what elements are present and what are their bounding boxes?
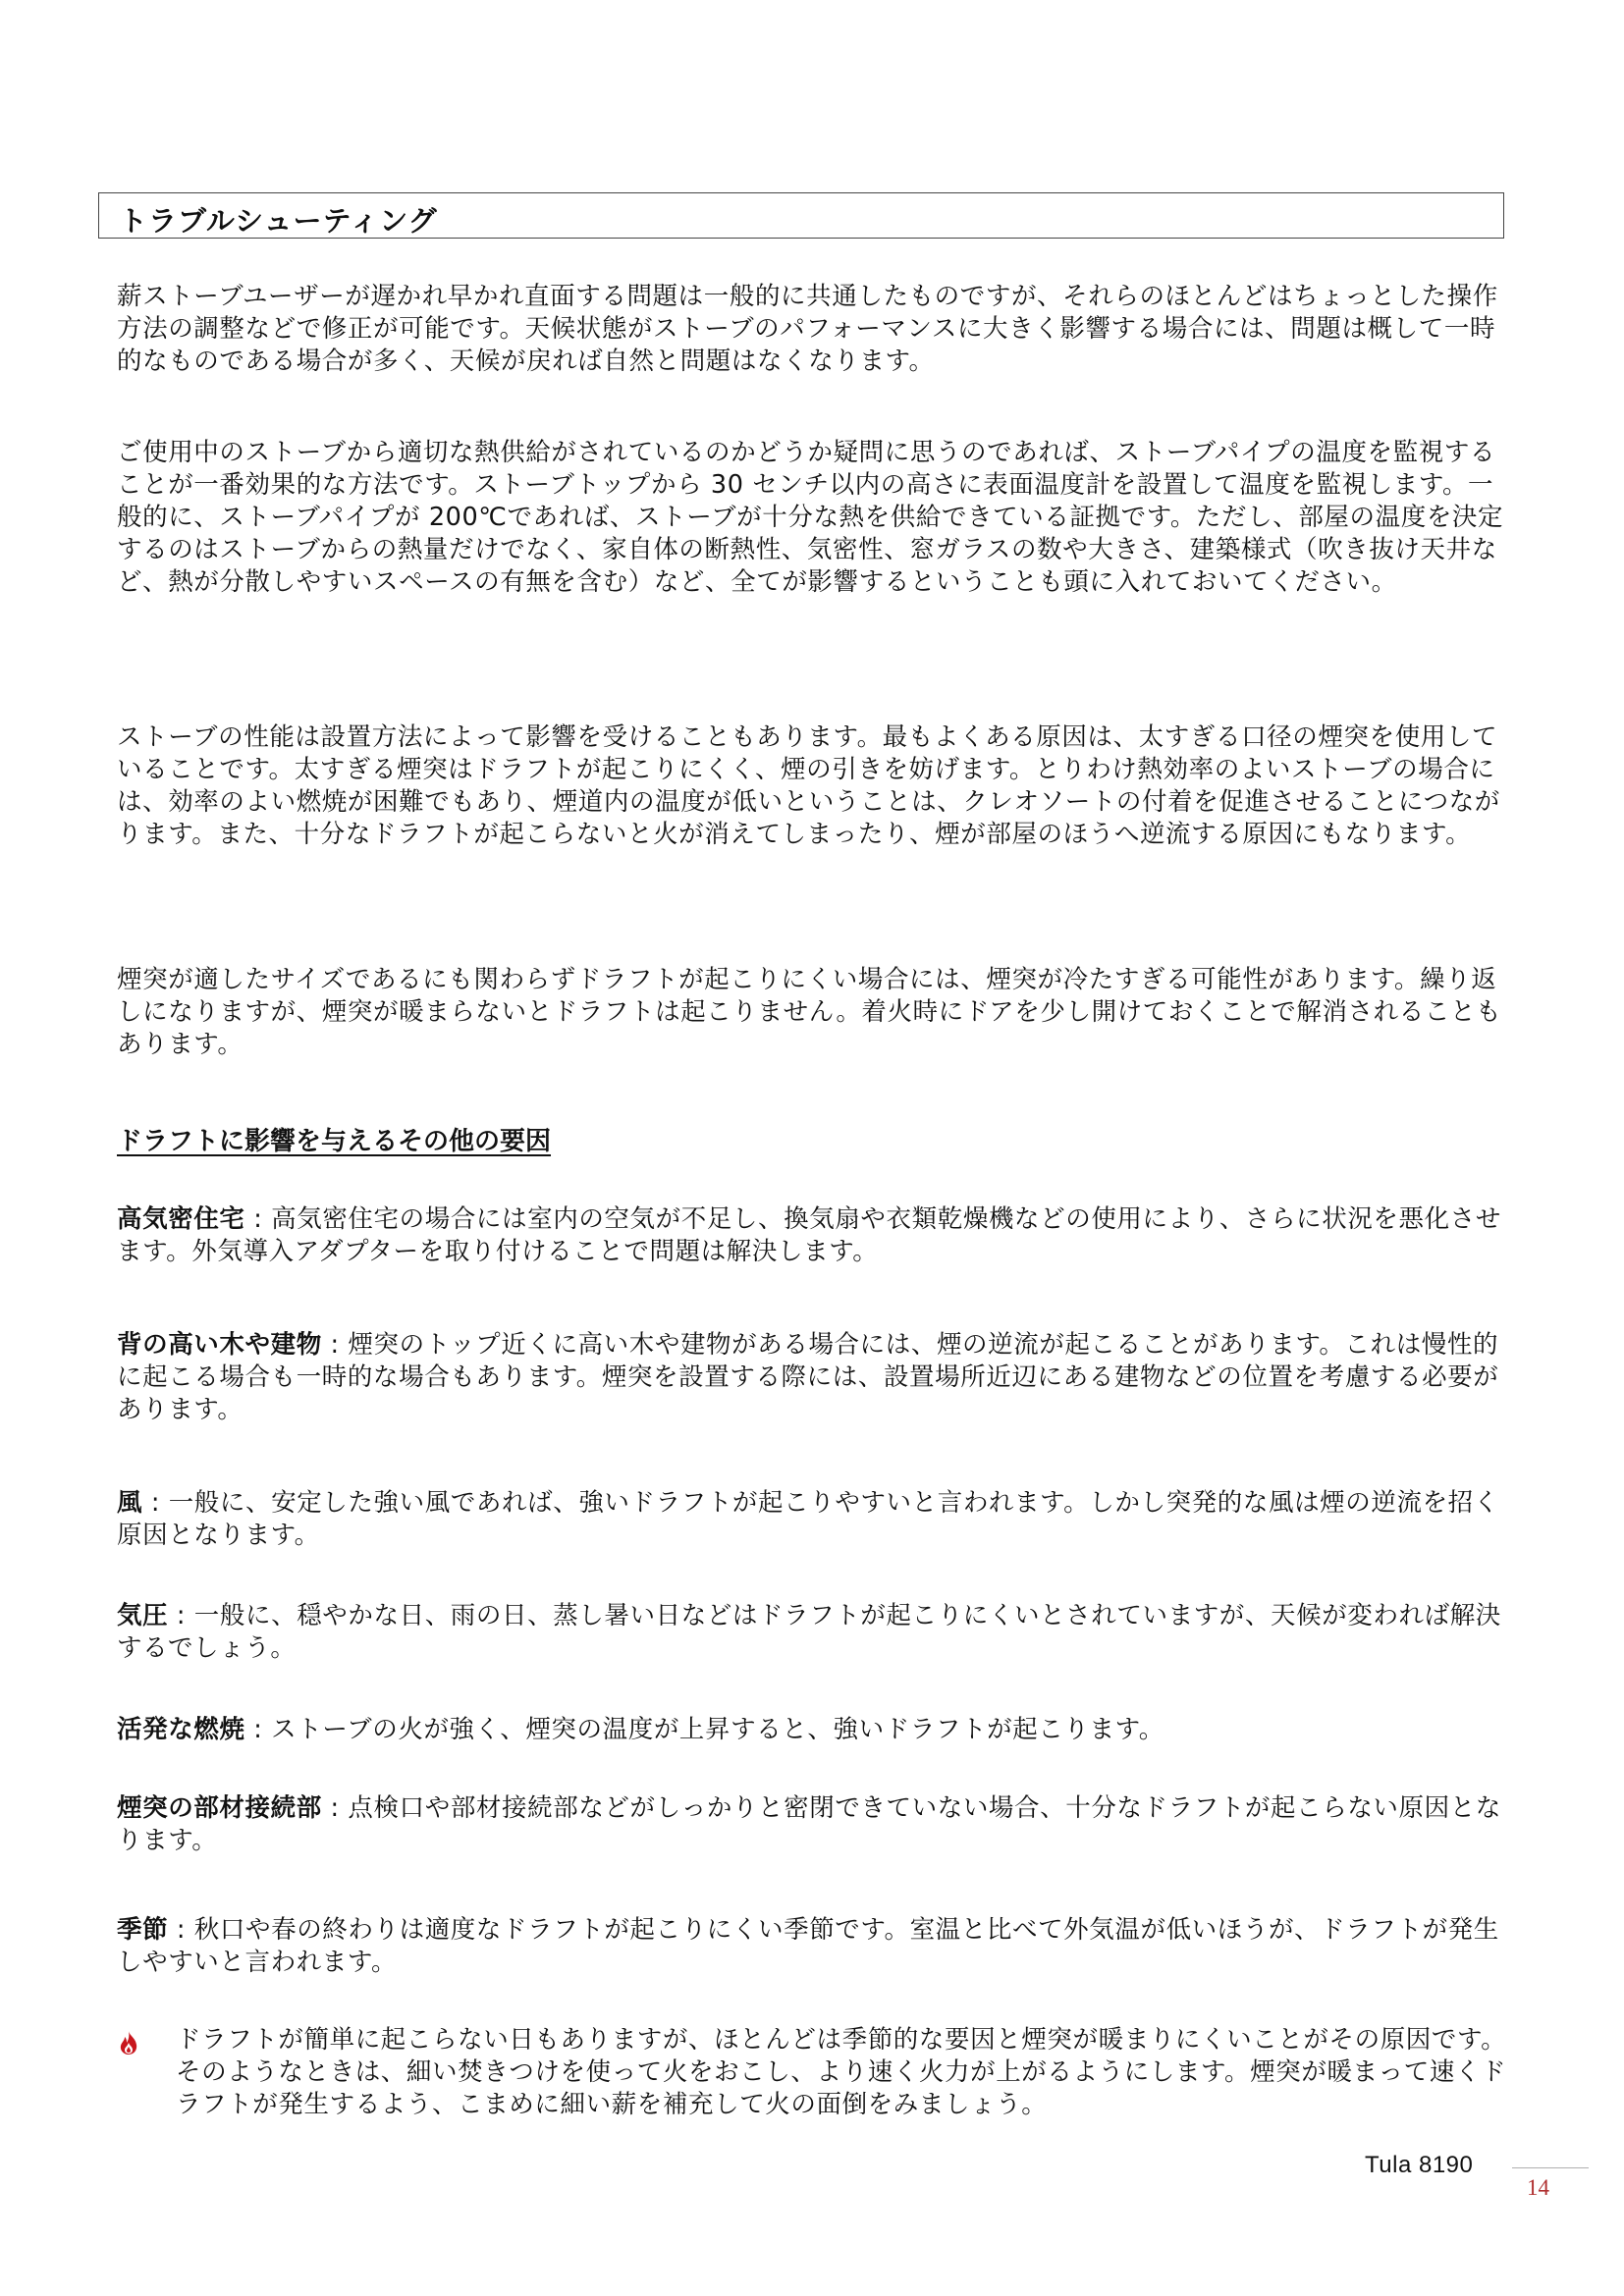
paragraph-installation: ストーブの性能は設置方法によって影響を受けることもあります。最もよくある原因は、太すぎる口径の煙突を使用していることです。太すぎる煙突はドラフトが起こりにくく、煙の引きを妨げます。とりわけ熱効率のよいストーブの場合には、効率のよい燃焼が困難でもあり、煙道内の温度が低いということは、クレオソートの付着を促進させることにつながります。また、十分なドラフトが起こらないと火が消えてしまったり、煙が部屋のほうへ逆流する原因にもなります。 — [117, 722, 1500, 849]
factor-term: 背の高い木や建物 — [117, 1330, 322, 1360]
factor-wind — [117, 1487, 1516, 1552]
factor-term: 気圧 — [117, 1601, 169, 1630]
tip-text: ドラフトが簡単に起こらない日もありますが、ほとんどは季節的な要因と煙突が暖まりにくいことがその原因です。そのようなときは、細い焚きつけを使って火をおこし、より速く火力が上がるようにします。煙突が暖まって速くドラフトが発生するよう、こまめに細い薪を補充して火の面倒をみましょう。 — [176, 2025, 1507, 2119]
factor-term: 活発な燃焼 — [117, 1715, 245, 1744]
paragraph-cold-chimney: 煙突が適したサイズであるにも関わらずドラフトが起こりにくい場合には、煙突が冷たすぎる可能性があります。繰り返しになりますが、煙突が暖まらないとドラフトは起こりません。着火時にドアを少し開けておくことで解消されることもあります。 — [117, 965, 1502, 1059]
footer-divider — [1512, 2167, 1589, 2168]
factor-text: : ストーブの火が強く、煙突の温度が上昇すると、強いドラフトが起こります。 — [244, 1715, 1164, 1744]
section-title: トラブルシューティング — [119, 204, 438, 238]
factor-term: 季節 — [117, 1915, 169, 1945]
paragraph-intro: 薪ストーブユーザーが遅かれ早かれ直面する問題は一般的に共通したものですが、それらのほとんどはちょっとした操作方法の調整などで修正が可能です。天候状態がストーブのパフォーマンスに大きく影響する場合には、問題は概して一時的なものである場合が多く、天候が戻れば自然と問題はなくなります。 — [117, 282, 1498, 376]
factor-text: : 一般に、安定した強い風であれば、強いドラフトが起こりやすいと言われます。しかし突発的な風は煙の逆流を招く原因となります。 — [117, 1488, 1499, 1550]
paragraph-temperature: ご使用中のストーブから適切な熱供給がされているのかどうか疑問に思うのであれば、ストーブパイプの温度を監視することが一番効果的な方法です。ストーブトップから 30 センチ以内の高さに表面温度計を設置して温度を監視します。一般的に、ストーブパイプが 200℃であれば、ストーブが十分な熱を供給できている証拠です。ただし、部屋の温度を決定するのはストーブからの熱量だけでなく、家自体の断熱性、気密性、窓ガラスの数や大きさ、建築様式（吹き抜け天井など、熱が分散しやすいスペースの有無を含む）など、全てが影響するということも頭に入れておいてください。 — [117, 438, 1504, 597]
subheading-other-factors: ドラフトに影響を与えるその他の要因 — [117, 1127, 552, 1156]
factor-airtight-house — [117, 1203, 1516, 1268]
factor-text: : 点検口や部材接続部などがしっかりと密閉できていない場合、十分なドラフトが起こらない原因となります。 — [117, 1793, 1501, 1855]
factor-text: : 秋口や春の終わりは適度なドラフトが起こりにくい季節です。室温と比べて外気温が低いほうが、ドラフトが発生しやすいと言われます。 — [117, 1915, 1499, 1977]
section-title-box — [98, 192, 1504, 239]
factor-air-pressure — [117, 1600, 1516, 1665]
flame-icon — [117, 2030, 140, 2056]
factor-active-burning — [117, 1714, 1516, 1746]
factor-text: : 煙突のトップ近くに高い木や建物がある場合には、煙の逆流が起こることがあります。これは慢性的に起こる場合も一時的な場合もあります。煙突を設置する際には、設置場所近辺にある建物などの位置を考慮する必要があります。 — [117, 1330, 1499, 1424]
factor-text: : 高気密住宅の場合には室内の空気が不足し、換気扇や衣類乾燥機などの使用により、さらに状況を悪化させます。外気導入アダプターを取り付けることで問題は解決します。 — [117, 1204, 1501, 1266]
factor-tall-trees — [117, 1329, 1516, 1426]
page-number: 14 — [1527, 2175, 1549, 2200]
footer-product-name: Tula 8190 — [1365, 2152, 1474, 2178]
factor-term: 煙突の部材接続部 — [117, 1793, 322, 1823]
factor-season — [117, 1914, 1516, 1979]
factor-chimney-joints — [117, 1792, 1516, 1857]
factor-term: 風 — [117, 1488, 143, 1518]
factor-term: 高気密住宅 — [117, 1204, 245, 1234]
factor-text: : 一般に、穏やかな日、雨の日、蒸し暑い日などはドラフトが起こりにくいとされていますが、天候が変われば解決するでしょう。 — [117, 1601, 1501, 1663]
